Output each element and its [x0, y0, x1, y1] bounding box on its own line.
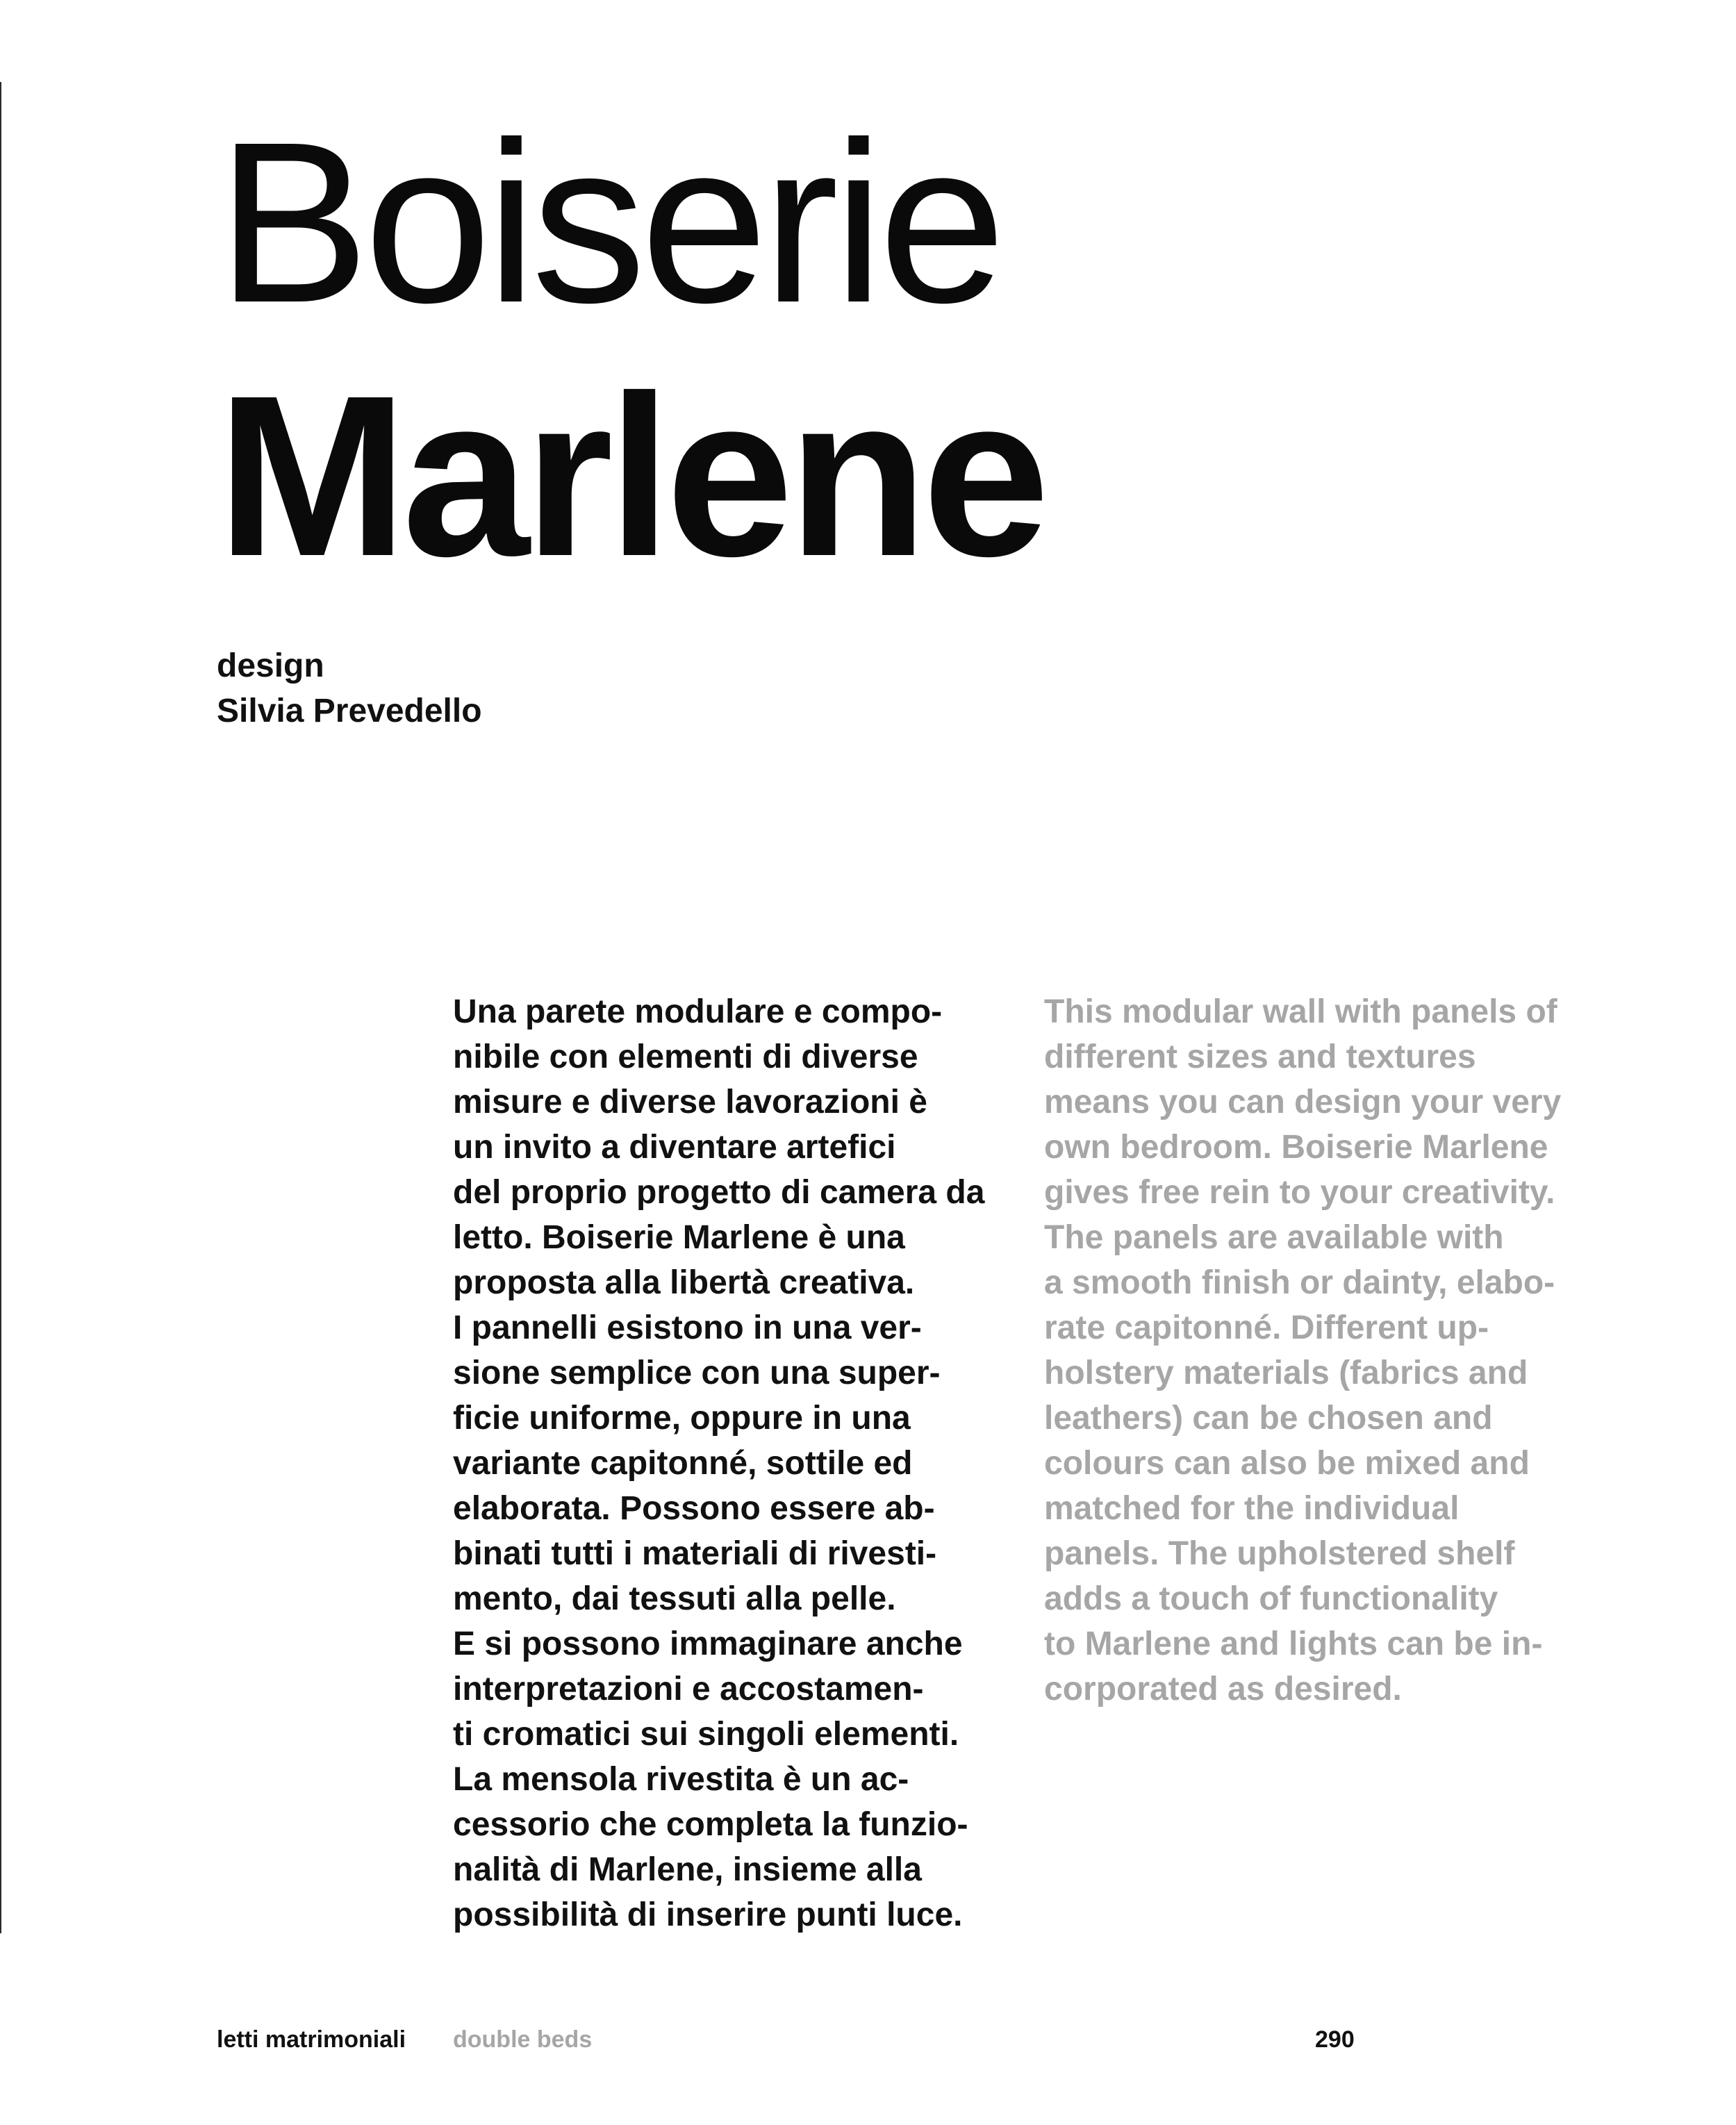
- english-text-line: means you can design your very: [1044, 1084, 1562, 1121]
- english-text-line: adds a touch of functionality: [1044, 1580, 1498, 1617]
- english-text-line: own bedroom. Boiserie Marlene: [1044, 1129, 1548, 1166]
- english-text-line: colours can also be mixed and: [1044, 1445, 1530, 1482]
- italian-text-line: possibilità di inserire punti luce.: [453, 1896, 963, 1933]
- italian-text-line: misure e diverse lavorazioni è: [453, 1084, 927, 1121]
- english-text-line: rate capitonné. Different up-: [1044, 1309, 1489, 1346]
- italian-text-line: nalità di Marlene, insieme alla: [453, 1851, 922, 1888]
- italian-text-line: binati tutti i materiali di rivesti-: [453, 1535, 937, 1572]
- italian-text-line: nibile con elementi di diverse: [453, 1039, 918, 1075]
- english-text-line: This modular wall with panels of: [1044, 993, 1557, 1030]
- italian-text-line: Una parete modulare e compo-: [453, 993, 943, 1030]
- page-number: 290: [1315, 2026, 1355, 2053]
- italian-text-line: La mensola rivestita è un ac-: [453, 1761, 909, 1798]
- english-text-line: corporated as desired.: [1044, 1671, 1402, 1708]
- italian-text-line: del proprio progetto di camera da: [453, 1174, 985, 1211]
- italian-text-line: I pannelli esistono in una ver-: [453, 1309, 922, 1346]
- page-edge-line: [0, 82, 1, 1933]
- italian-text-line: E si possono immaginare anche: [453, 1626, 963, 1662]
- footer-section-english: double beds: [453, 2026, 593, 2053]
- italian-text-line: mento, dai tessuti alla pelle.: [453, 1580, 896, 1617]
- title-line-2: Marlene: [217, 347, 1045, 604]
- italian-text-line: elaborata. Possono essere ab-: [453, 1490, 935, 1527]
- english-text-line: gives free rein to your creativity.: [1044, 1174, 1555, 1211]
- english-text-line: different sizes and textures: [1044, 1039, 1476, 1075]
- italian-text-line: proposta alla libertà creativa.: [453, 1264, 915, 1301]
- designer-name: Silvia Prevedello: [217, 693, 482, 729]
- italian-text-line: letto. Boiserie Marlene è una: [453, 1219, 905, 1256]
- footer-section-italian: letti matrimoniali: [217, 2026, 406, 2053]
- italian-text-line: ficie uniforme, oppure in una: [453, 1400, 911, 1437]
- italian-description: [453, 989, 1009, 1937]
- italian-text-line: cessorio che completa la funzio-: [453, 1806, 968, 1843]
- designer-label: design: [217, 647, 324, 684]
- english-text-line: holstery materials (fabrics and: [1044, 1355, 1528, 1391]
- english-description: [1044, 989, 1600, 1712]
- english-text-line: matched for the individual: [1044, 1490, 1460, 1527]
- title-line-1: Boiserie: [217, 94, 1001, 350]
- english-text-line: a smooth finish or dainty, elabo-: [1044, 1264, 1555, 1301]
- italian-text-line: interpretazioni e accostamen-: [453, 1671, 924, 1708]
- italian-text-line: sione semplice con una super-: [453, 1355, 941, 1391]
- italian-text-line: variante capitonné, sottile ed: [453, 1445, 913, 1482]
- designer-credit: [217, 643, 482, 734]
- english-text-line: to Marlene and lights can be in-: [1044, 1626, 1543, 1662]
- english-text-line: The panels are available with: [1044, 1219, 1504, 1256]
- italian-text-line: un invito a diventare artefici: [453, 1129, 896, 1166]
- english-text-line: leathers) can be chosen and: [1044, 1400, 1493, 1437]
- english-text-line: panels. The upholstered shelf: [1044, 1535, 1515, 1572]
- italian-text-line: ti cromatici sui singoli elementi.: [453, 1716, 959, 1753]
